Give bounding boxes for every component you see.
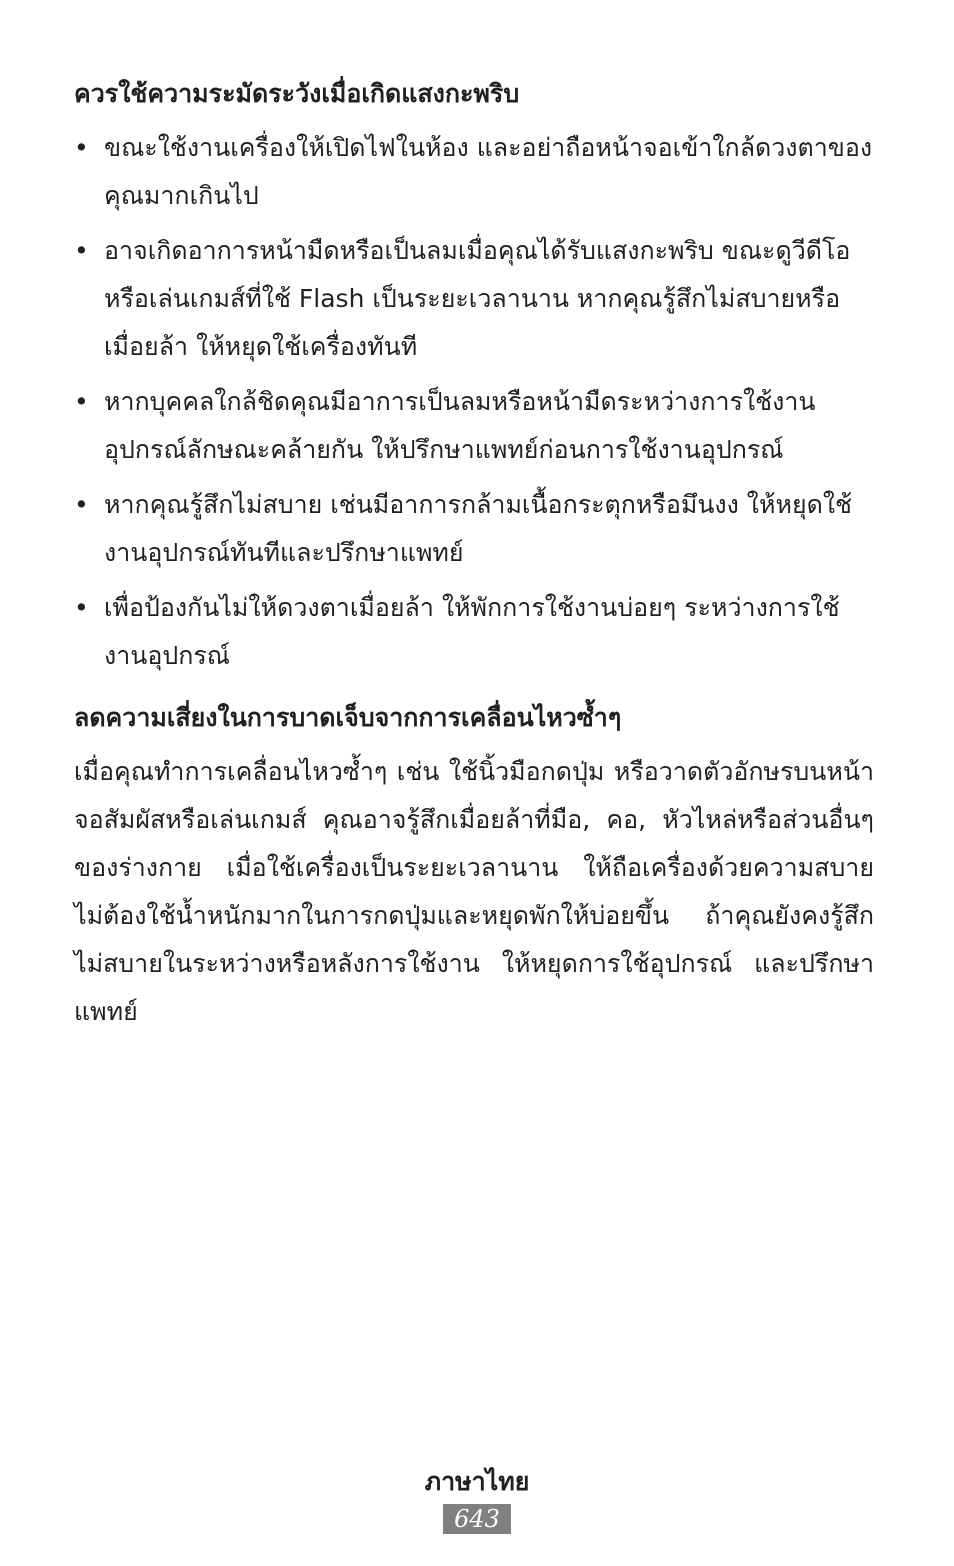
flashing-light-bullet-list xyxy=(74,124,874,680)
section-heading-repetitive-motion: ลดความเสี่ยงในการบาดเจ็บจากการเคลื่อนไหวซ้ำๆ xyxy=(74,703,622,732)
bullet-icon: • xyxy=(74,593,89,622)
repetitive-motion-paragraph: เมื่อคุณทำการเคลื่อนไหวซ้ำๆ เช่น ใช้นิ้วมือกดปุ่ม หรือวาดตัวอักษรบนหน้าจอสัมผัสหรือเล่นเกมส์ คุณอาจรู้สึกเมื่อยล้าที่มือ, คอ, หัวไหล่หรือส่วนอื่นๆของร่างกาย เมื่อใช้เครื่องเป็นระยะเวลานาน ให้ถือเครื่องด้วยความสบาย ไม่ต้องใช้น้ำหนักมากในการกดปุ่มและหยุดพักให้บ่อยขึ้น ถ้าคุณยังคงรู้สึกไม่สบายในระหว่างหรือหลังการใช้งาน ให้หยุดการใช้อุปกรณ์ และปรึกษาแพทย์ xyxy=(74,757,874,1026)
list-item xyxy=(74,584,874,680)
list-item-text: เพื่อป้องกันไม่ให้ดวงตาเมื่อยล้า ให้พักการใช้งานบ่อยๆ ระหว่างการใช้งานอุปกรณ์ xyxy=(104,593,840,670)
list-item-text: หากบุคคลใกล้ชิดคุณมีอาการเป็นลมหรือหน้ามืดระหว่างการใช้งานอุปกรณ์ลักษณะคล้ายกัน ให้ปรึกษาแพทย์ก่อนการใช้งานอุปกรณ์ xyxy=(104,387,816,464)
page-footer xyxy=(0,1462,954,1534)
bullet-icon: • xyxy=(74,490,89,519)
bullet-icon: • xyxy=(74,387,89,416)
bullet-icon: • xyxy=(74,236,89,265)
list-item-text: หากคุณรู้สึกไม่สบาย เช่นมีอาการกล้ามเนื้อกระตุกหรือมึนงง ให้หยุดใช้งานอุปกรณ์ทันทีและปรึกษาแพทย์ xyxy=(104,490,853,567)
list-item xyxy=(74,378,874,474)
page-number-badge: 643 xyxy=(443,1504,511,1534)
list-item-text: อาจเกิดอาการหน้ามืดหรือเป็นลมเมื่อคุณได้รับแสงกะพริบ ขณะดูวีดีโอหรือเล่นเกมส์ที่ใช้ Flash เป็นระยะเวลานาน หากคุณรู้สึกไม่สบายหรือเมื่อยล้า ให้หยุดใช้เครื่องทันที xyxy=(104,236,851,361)
footer-language-label: ภาษาไทย xyxy=(424,1467,530,1496)
section-heading-flashing-light: ควรใช้ความระมัดระวังเมื่อเกิดแสงกะพริบ xyxy=(74,79,520,108)
list-item xyxy=(74,227,874,371)
page-content xyxy=(74,70,874,1036)
list-item-text: ขณะใช้งานเครื่องให้เปิดไฟในห้อง และอย่าถือหน้าจอเข้าใกล้ดวงตาของคุณมากเกินไป xyxy=(104,133,873,210)
list-item xyxy=(74,124,874,220)
list-item xyxy=(74,481,874,577)
bullet-icon: • xyxy=(74,133,89,162)
